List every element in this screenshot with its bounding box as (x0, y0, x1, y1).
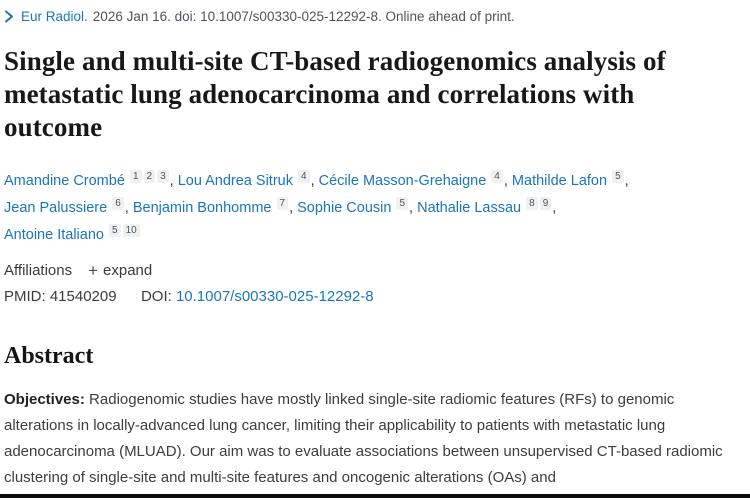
author (4, 173, 178, 189)
author (297, 200, 417, 216)
affiliations-label: Affiliations (4, 262, 73, 279)
author-link[interactable]: Lou Andrea Sitruk (177, 173, 293, 189)
author-separator: , (503, 173, 508, 189)
author-link[interactable]: Amandine Crombé (4, 173, 125, 189)
pmid-label: PMID: (4, 288, 46, 305)
affiliation-number: 7 (277, 197, 289, 210)
author-link[interactable]: Benjamin Bonhomme (132, 200, 272, 216)
bottom-border-bar (0, 494, 750, 498)
author-link[interactable]: Antoine Italiano (4, 227, 104, 243)
author-separator: , (310, 173, 315, 189)
author-separator: , (169, 173, 174, 189)
journal-link[interactable]: Eur Radiol. (21, 9, 88, 24)
affiliation-number: 5 (109, 224, 121, 237)
pmid-value: 41540209 (49, 288, 117, 305)
citation-expand-button[interactable] (4, 10, 14, 23)
author (133, 200, 297, 216)
affiliation-number: 5 (612, 170, 624, 183)
affiliation-number: 9 (540, 197, 552, 210)
author-link[interactable]: Nathalie Lassau (417, 200, 522, 216)
doi-link[interactable]: 10.1007/s00330-025-12292-8 (175, 288, 374, 305)
author (4, 200, 133, 216)
affiliation-number: 1 (130, 170, 142, 183)
affiliation-number: 2 (144, 170, 156, 183)
author-link[interactable]: Sophie Cousin (297, 200, 392, 216)
affiliation-number: 6 (112, 197, 124, 210)
expand-label: expand (103, 262, 153, 279)
affiliation-number: 5 (396, 197, 408, 210)
author (319, 173, 512, 189)
affiliation-number: 4 (298, 170, 310, 183)
affiliations-section (4, 262, 746, 279)
author-link[interactable]: Mathilde Lafon (511, 173, 608, 189)
author-link[interactable]: Cécile Masson-Grehaigne (318, 173, 487, 189)
author-separator: , (552, 200, 557, 216)
objectives-label: Objectives: (4, 391, 85, 408)
abstract-heading: Abstract (4, 343, 94, 369)
author (4, 227, 141, 243)
affiliation-number: 3 (157, 170, 169, 183)
article-title: Single and multi-site CT-based radiogenomics analysis of metastatic lung adenocarcinoma and correlations with outcome (4, 46, 666, 142)
author-separator: , (624, 173, 629, 189)
affiliations-expand-button[interactable] (88, 262, 152, 279)
citation-details: 2026 Jan 16. doi: 10.1007/s00330-025-12292-8. Online ahead of print. (92, 9, 515, 24)
authors-list (4, 168, 746, 249)
author-separator: , (289, 200, 294, 216)
affiliation-number: 8 (526, 197, 538, 210)
journal-citation (4, 9, 746, 24)
affiliation-number: 10 (123, 224, 140, 237)
affiliation-number: 4 (491, 170, 503, 183)
objectives-text: Radiogenomic studies have mostly linked single-site radiomic features (RFs) to genomic alterations in locally-advanced lung cancer, limiting their applicability to patients with metastatic lung adenocarcinoma (MLUAD). Our aim was to evaluate associations between unsupervised CT-based radiomic clustering of single-site and multi-site features and oncogenic alterations (OAs) and (4, 391, 723, 486)
author (417, 200, 556, 216)
author-link[interactable]: Jean Palussiere (4, 200, 108, 216)
plus-icon: + (88, 261, 99, 280)
author-separator: , (409, 200, 414, 216)
chevron-right-icon (4, 10, 14, 23)
author (512, 173, 629, 189)
identifiers-row (4, 288, 746, 305)
author (178, 173, 319, 189)
doi-label: DOI: (140, 288, 172, 305)
abstract-paragraph (4, 387, 746, 491)
author-separator: , (124, 200, 129, 216)
